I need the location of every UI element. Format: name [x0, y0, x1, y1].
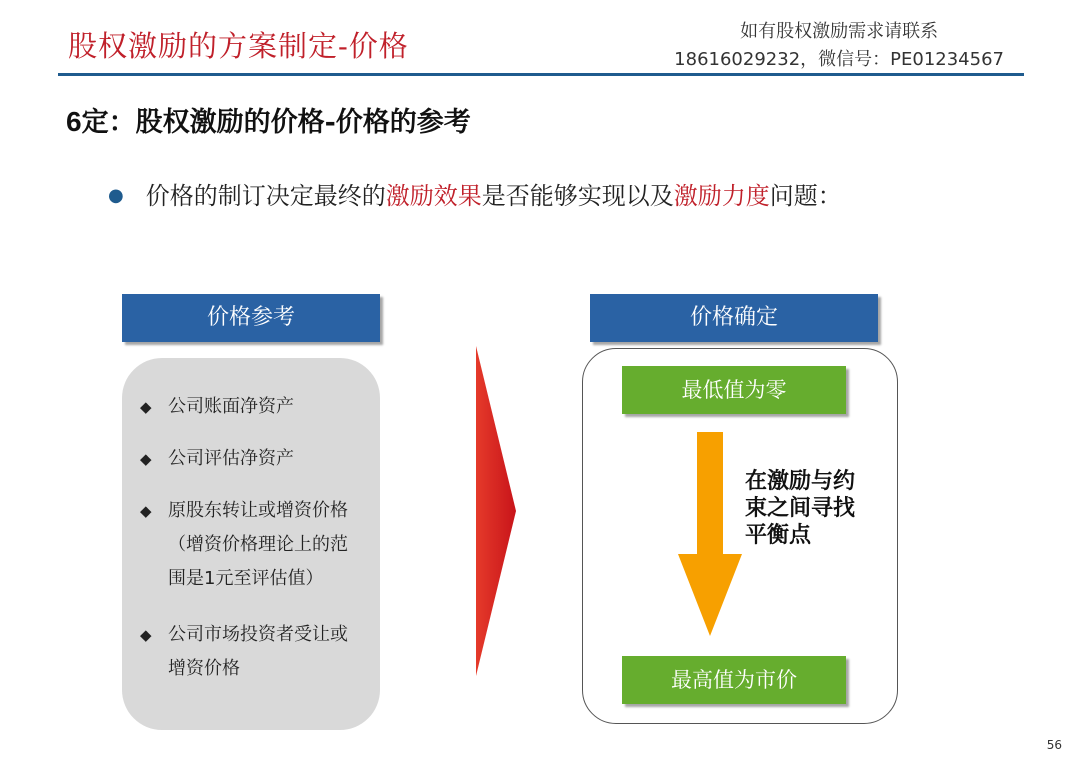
page-header-title: 股权激励的方案制定-价格 [68, 29, 409, 63]
price-reference-header: 价格参考 [122, 294, 380, 342]
list-item [140, 390, 372, 424]
intro-highlight-strength: 激励力度 [673, 182, 770, 210]
minimum-value-box: 最低值为零 [622, 366, 846, 414]
page-number: 56 [1046, 738, 1062, 752]
balance-note: 在激励与约束之间寻找平衡点 [745, 469, 856, 548]
diamond-bullet-icon: ◆ [140, 502, 152, 520]
contact-info [674, 18, 1004, 74]
intro-highlight-effect: 激励效果 [385, 182, 482, 210]
diamond-bullet-icon: ◆ [140, 398, 152, 416]
list-item [140, 494, 372, 596]
intro-text-1: 价格的制订决定最终的 [145, 182, 386, 210]
diamond-bullet-icon: ◆ [140, 626, 152, 644]
maximum-value-box: 最高值为市价 [622, 656, 846, 704]
bullet-dot-icon: ● [108, 185, 124, 206]
contact-line-1: 如有股权激励需求请联系 [740, 21, 939, 42]
intro-text-3: 问题： [769, 182, 842, 210]
header-divider [58, 73, 1024, 76]
diamond-bullet-icon: ◆ [140, 450, 152, 468]
section-number: 6 [66, 106, 82, 137]
orange-down-arrow-icon [678, 432, 742, 636]
intro-bullet [108, 176, 842, 211]
list-item-text: 公司市场投资者受让或增资价格 [168, 624, 348, 679]
list-item-text: 公司评估净资产 [168, 448, 294, 469]
section-subtitle [66, 100, 471, 139]
list-item [140, 442, 372, 476]
list-item-text: 公司账面净资产 [168, 396, 294, 417]
price-determination-header: 价格确定 [590, 294, 878, 342]
list-item [140, 618, 372, 686]
price-reference-panel [122, 358, 380, 730]
section-subtitle-text: 定：股权激励的价格-价格的参考 [81, 107, 471, 138]
list-item-text: 原股东转让或增资价格（增资价格理论上的范围是1元至评估值） [168, 500, 348, 589]
contact-line-2: 18616029232，微信号：PE01234567 [674, 49, 1004, 70]
intro-text-2: 是否能够实现以及 [481, 182, 674, 210]
red-chevron-arrow-icon [470, 346, 520, 676]
